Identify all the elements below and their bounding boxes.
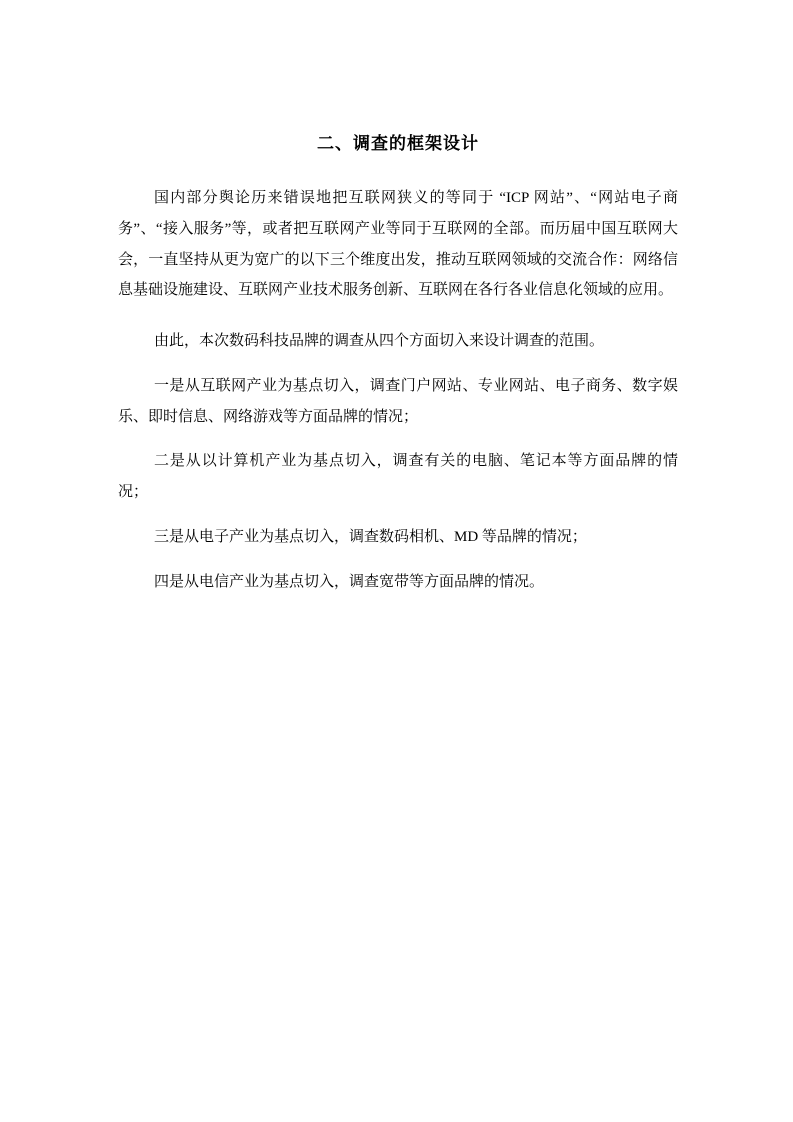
paragraph-5: 三是从电子产业为基点切入，调查数码相机、MD 等品牌的情况； [154, 528, 587, 545]
paragraph-4: 二是从以计算机产业为基点切入，调查有关的电脑、笔记本等方面品牌的情况； [118, 453, 678, 501]
paragraph-2: 由此，本次数码科技品牌的调查从四个方面切入来设计调查的范围。 [154, 333, 605, 350]
paragraph-6: 四是从电信产业为基点切入，调查宽带等方面品牌的情况。 [154, 573, 545, 590]
paragraph-3: 一是从互联网产业为基点切入，调查门户网站、专业网站、电子商务、数字娱乐、即时信息、网络游戏等方面品牌的情况； [118, 377, 678, 425]
page-title: 二、调查的框架设计 [317, 134, 479, 153]
document-body [118, 130, 678, 611]
paragraph-1: 国内部分舆论历来错误地把互联网狭义的等同于 “ICP 网站”、“网站电子商务”、“接入服务”等，或者把互联网产业等同于互联网的全部。而历届中国互联网大会，一直坚持从更为宽广的以下三个维度出发，推动互联网领域的交流合作：网络信息基础设施建设、互联网产业技术服务创新、互联网在各行各业信息化领域的应用。 [118, 190, 678, 299]
